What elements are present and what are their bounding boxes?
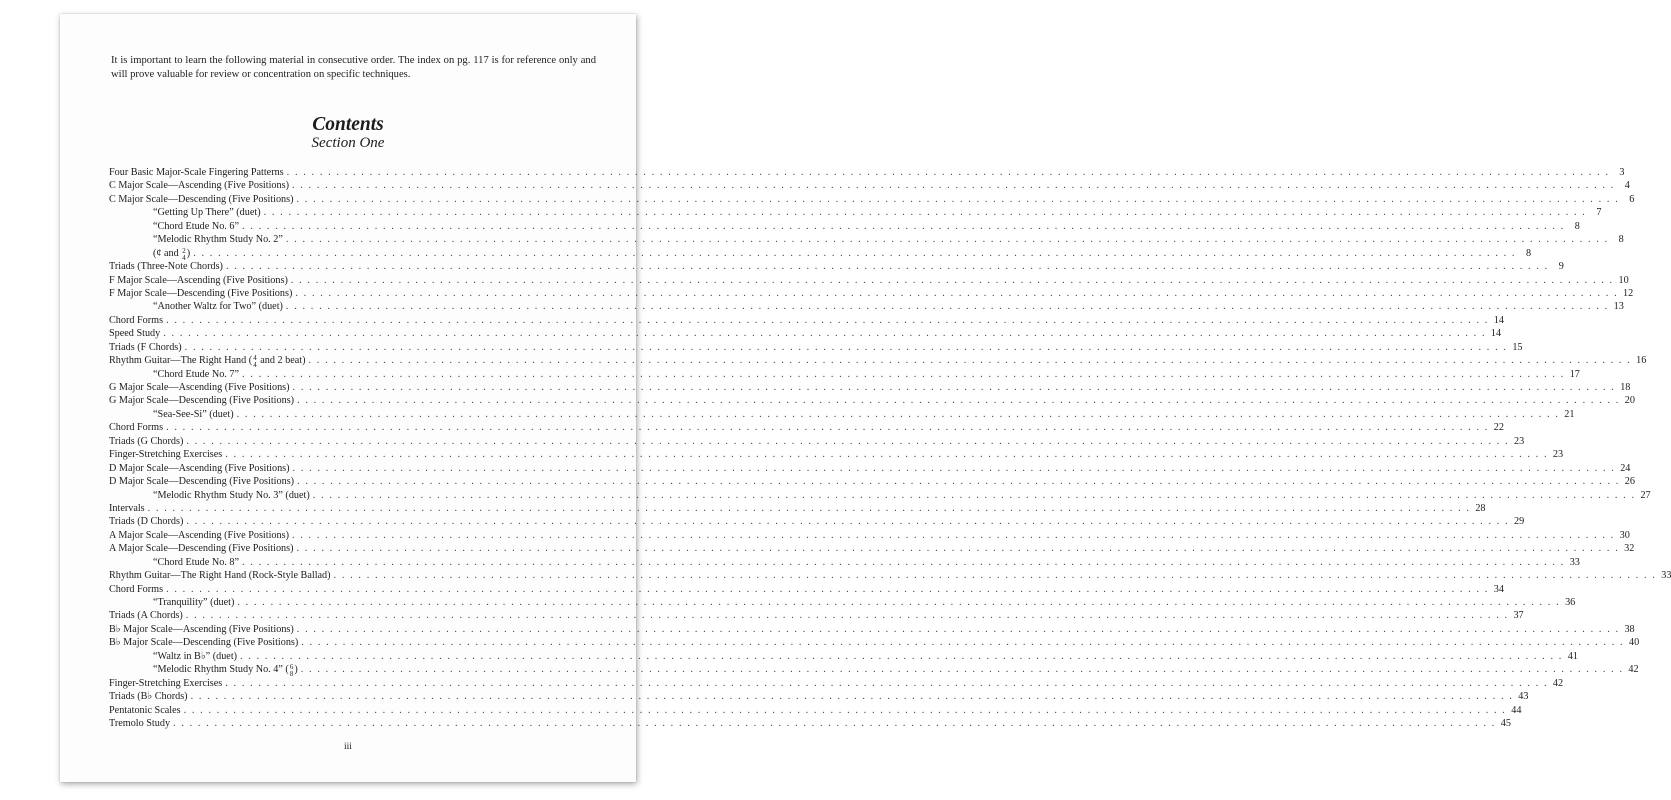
- toc-page-number: 42: [1552, 677, 1564, 689]
- toc-page-number: 34: [1493, 583, 1504, 595]
- toc-entry-title: Rhythm Guitar—The Right Hand (Rock-Style Ballad): [109, 570, 331, 582]
- toc-entry-title: D Major Scale—Descending (Five Positions): [109, 476, 295, 488]
- toc-entry: [109, 368, 1580, 381]
- toc-entry: [109, 489, 1651, 502]
- toc-entry: [109, 408, 1575, 421]
- dot-leader: . . . . . . . . . . . . . . . . . . . . . . . . . . . . . . . . . . . . . . . . . . . . . . . . . . . . . . . . . . . . . . . . . . . . . . . . . . . . . . . . . . . . . . . . . . . . . . . . . . . . . . . . . . . . . . . . . . . . . . . . . . . . . . . . . . . . . . . . . . . . . . . . . . . . . . . . . . . . . . . .: [291, 529, 1615, 541]
- dot-leader: . . . . . . . . . . . . . . . . . . . . . . . . . . . . . . . . . . . . . . . . . . . . . . . . . . . . . . . . . . . . . . . . . . . . . . . . . . . . . . . . . . . . . . . . . . . . . . . . . . . . . . . . . . . . . . . . . . . . . . . . . . . . . . . . . . . . . . . . . . . . . . . . . . . . . . . . . . . . . . . .: [333, 570, 1657, 582]
- toc-entry-title: Pentatonic Scales: [109, 704, 181, 716]
- toc-page-number: 3: [1619, 167, 1625, 178]
- toc-entry: [109, 193, 1635, 206]
- toc-entry: [109, 381, 1631, 394]
- dot-leader: . . . . . . . . . . . . . . . . . . . . . . . . . . . . . . . . . . . . . . . . . . . . . . . . . . . . . . . . . . . . . . . . . . . . . . . . . . . . . . . . . . . . . . . . . . . . . . . . . . . . . . . . . . . . . . . . . . . . . . . . . . . . . . . . . . . . . . . . . . . . . . . . . . . . . . . . . . . . . . . .: [240, 650, 1563, 662]
- toc-entry-title: Chord Forms: [109, 314, 164, 326]
- toc-page-number: 21: [1564, 408, 1575, 420]
- toc-entry: [109, 542, 1635, 555]
- toc-entry-title: Finger-Stretching Exercises: [109, 449, 223, 461]
- dot-leader: . . . . . . . . . . . . . . . . . . . . . . . . . . . . . . . . . . . . . . . . . . . . . . . . . . . . . . . . . . . . . . . . . . . . . . . . . . . . . . . . . . . . . . . . . . . . . . . . . . . . . . . . . . . . . . . . . . . . . . . . . . . . . . . . . . . . . . . . . . . . . . . . . . . . . . . . . . . . . . . .: [296, 543, 1620, 555]
- toc-page-number: 14: [1490, 328, 1502, 340]
- toc-entry: [109, 462, 1631, 475]
- toc-entry-title: Triads (G Chords): [109, 435, 184, 447]
- book-page: [60, 14, 1671, 782]
- dot-leader: . . . . . . . . . . . . . . . . . . . . . . . . . . . . . . . . . . . . . . . . . . . . . . . . . . . . . . . . . . . . . . . . . . . . . . . . . . . . . . . . . . . . . . . . . . . . . . . . . . . . . . . . . . . . . . . . . . . . . . . . . . . . . . . . . . . . . . . . . . . . . . . . . . . . . . . . . . . . . . . .: [173, 717, 1496, 729]
- toc-entry: [109, 287, 1634, 300]
- toc-entry: [109, 394, 1635, 407]
- toc-entry-title: “Chord Etude No. 7”: [153, 368, 240, 380]
- toc-entry-title: Triads (F Chords): [109, 341, 182, 353]
- toc-entry-title: C Major Scale—Ascending (Five Positions): [109, 180, 289, 192]
- toc-page-number: 16: [1636, 355, 1647, 367]
- toc-page-number: 9: [1558, 261, 1564, 273]
- toc-page-number: 7: [1596, 207, 1602, 219]
- dot-leader: . . . . . . . . . . . . . . . . . . . . . . . . . . . . . . . . . . . . . . . . . . . . . . . . . . . . . . . . . . . . . . . . . . . . . . . . . . . . . . . . . . . . . . . . . . . . . . . . . . . . . . . . . . . . . . . . . . . . . . . . . . . . . . . . . . . . . . . . . . . . . . . . . . . . . . . . . . . . . . . .: [296, 623, 1620, 635]
- dot-leader: . . . . . . . . . . . . . . . . . . . . . . . . . . . . . . . . . . . . . . . . . . . . . . . . . . . . . . . . . . . . . . . . . . . . . . . . . . . . . . . . . . . . . . . . . . . . . . . . . . . . . . . . . . . . . . . . . . . . . . . . . . . . . . . . . . . . . . . . . . . . . . . . . . . . . . . . . . . . . . . .: [295, 287, 1619, 299]
- dot-leader: . . . . . . . . . . . . . . . . . . . . . . . . . . . . . . . . . . . . . . . . . . . . . . . . . . . . . . . . . . . . . . . . . . . . . . . . . . . . . . . . . . . . . . . . . . . . . . . . . . . . . . . . . . . . . . . . . . . . . . . . . . . . . . . . . . . . . . . . . . . . . . . . . . . . . . . . . . . . . . . .: [225, 261, 1549, 273]
- dot-leader: . . . . . . . . . . . . . . . . . . . . . . . . . . . . . . . . . . . . . . . . . . . . . . . . . . . . . . . . . . . . . . . . . . . . . . . . . . . . . . . . . . . . . . . . . . . . . . . . . . . . . . . . . . . . . . . . . . . . . . . . . . . . . . . . . . . . . . . . . . . . . . . . . . . . . . . . . . . . . . . .: [308, 355, 1632, 367]
- time-signature-fraction: 4 4: [253, 354, 257, 370]
- toc-page-number: 8: [1574, 220, 1580, 232]
- dot-leader: . . . . . . . . . . . . . . . . . . . . . . . . . . . . . . . . . . . . . . . . . . . . . . . . . . . . . . . . . . . . . . . . . . . . . . . . . . . . . . . . . . . . . . . . . . . . . . . . . . . . . . . . . . . . . . . . . . . . . . . . . . . . . . . . . . . . . . . . . . . . . . . . . . . . . . . . . . . . . . . .: [193, 247, 1517, 259]
- toc-entry-title: “Melodic Rhythm Study No. 2”: [153, 234, 283, 246]
- toc-page-number: 13: [1613, 301, 1624, 313]
- toc-page-number: 24: [1620, 462, 1631, 474]
- toc-entry: [109, 690, 1529, 703]
- toc-entry-title: “Waltz in B♭” (duet): [153, 650, 238, 662]
- toc-page-number: 40: [1628, 637, 1640, 649]
- toc-entry: [109, 314, 1504, 327]
- toc-entry: [109, 609, 1524, 622]
- dot-leader: . . . . . . . . . . . . . . . . . . . . . . . . . . . . . . . . . . . . . . . . . . . . . . . . . . . . . . . . . . . . . . . . . . . . . . . . . . . . . . . . . . . . . . . . . . . . . . . . . . . . . . . . . . . . . . . . . . . . . . . . . . . . . . . . . . . . . . . . . . . . . . . . . . . . . . . . . . . . . . . .: [186, 435, 1510, 447]
- toc-entry: [109, 354, 1647, 370]
- toc-page-number: 12: [1623, 287, 1634, 299]
- toc-entry-title: Speed Study: [109, 328, 161, 340]
- dot-leader: . . . . . . . . . . . . . . . . . . . . . . . . . . . . . . . . . . . . . . . . . . . . . . . . . . . . . . . . . . . . . . . . . . . . . . . . . . . . . . . . . . . . . . . . . . . . . . . . . . . . . . . . . . . . . . . . . . . . . . . . . . . . . . . . . . . . . . . . . . . . . . . . . . . . . . . . . . . . . . . .: [237, 597, 1561, 608]
- toc-entry-title: B♭ Major Scale—Descending (Five Positions): [109, 637, 299, 649]
- toc-entry: [109, 515, 1525, 528]
- toc-entry-title: (¢ and 2 4 ): [153, 246, 191, 262]
- toc-entry-title: “Sea-See-Si” (duet): [153, 408, 234, 420]
- toc-entry-title: Tremolo Study: [109, 717, 171, 729]
- toc-entry: [109, 246, 1532, 262]
- toc-page-number: 8: [1525, 247, 1532, 259]
- toc-page-number: 27: [1640, 489, 1651, 501]
- dot-leader: . . . . . . . . . . . . . . . . . . . . . . . . . . . . . . . . . . . . . . . . . . . . . . . . . . . . . . . . . . . . . . . . . . . . . . . . . . . . . . . . . . . . . . . . . . . . . . . . . . . . . . . . . . . . . . . . . . . . . . . . . . . . . . . . . . . . . . . . . . . . . . . . . . . . . . . . . . . . . . . .: [166, 314, 1489, 326]
- toc-entry-title: Chord Forms: [109, 422, 164, 434]
- toc-entry-title: “Melodic Rhythm Study No. 4” ( 6 8 ): [153, 663, 298, 679]
- dot-leader: . . . . . . . . . . . . . . . . . . . . . . . . . . . . . . . . . . . . . . . . . . . . . . . . . . . . . . . . . . . . . . . . . . . . . . . . . . . . . . . . . . . . . . . . . . . . . . . . . . . . . . . . . . . . . . . . . . . . . . . . . . . . . . . . . . . . . . . . . . . . . . . . . . . . . . . . . . . . . . . .: [300, 664, 1624, 676]
- dot-leader: . . . . . . . . . . . . . . . . . . . . . . . . . . . . . . . . . . . . . . . . . . . . . . . . . . . . . . . . . . . . . . . . . . . . . . . . . . . . . . . . . . . . . . . . . . . . . . . . . . . . . . . . . . . . . . . . . . . . . . . . . . . . . . . . . . . . . . . . . . . . . . . . . . . . . . . . . . . . . . . .: [242, 220, 1565, 232]
- time-signature-fraction: 2 4: [182, 246, 186, 262]
- toc-entry-title: Four Basic Major-Scale Fingering Patterns: [109, 167, 284, 178]
- dot-leader: . . . . . . . . . . . . . . . . . . . . . . . . . . . . . . . . . . . . . . . . . . . . . . . . . . . . . . . . . . . . . . . . . . . . . . . . . . . . . . . . . . . . . . . . . . . . . . . . . . . . . . . . . . . . . . . . . . . . . . . . . . . . . . . . . . . . . . . . . . . . . . . . . . . . . . . . . . . . . . . .: [292, 382, 1616, 393]
- dot-leader: . . . . . . . . . . . . . . . . . . . . . . . . . . . . . . . . . . . . . . . . . . . . . . . . . . . . . . . . . . . . . . . . . . . . . . . . . . . . . . . . . . . . . . . . . . . . . . . . . . . . . . . . . . . . . . . . . . . . . . . . . . . . . . . . . . . . . . . . . . . . . . . . . . . . . . . . . . . . . . . .: [163, 328, 1487, 340]
- toc-page-number: 30: [1619, 529, 1630, 541]
- toc-entry-title: G Major Scale—Descending (Five Positions): [109, 395, 295, 407]
- toc-entry-title: Triads (D Chords): [109, 516, 184, 528]
- dot-leader: . . . . . . . . . . . . . . . . . . . . . . . . . . . . . . . . . . . . . . . . . . . . . . . . . . . . . . . . . . . . . . . . . . . . . . . . . . . . . . . . . . . . . . . . . . . . . . . . . . . . . . . . . . . . . . . . . . . . . . . . . . . . . . . . . . . . . . . . . . . . . . . . . . . . . . . . . . . . . . . .: [166, 583, 1489, 595]
- toc-entry: [109, 341, 1523, 354]
- dot-leader: . . . . . . . . . . . . . . . . . . . . . . . . . . . . . . . . . . . . . . . . . . . . . . . . . . . . . . . . . . . . . . . . . . . . . . . . . . . . . . . . . . . . . . . . . . . . . . . . . . . . . . . . . . . . . . . . . . . . . . . . . . . . . . . . . . . . . . . . . . . . . . . . . . . . . . . . . . . . . . . .: [225, 449, 1549, 461]
- toc-entry-title: Triads (B♭ Chords): [109, 691, 188, 703]
- toc-entry-title: G Major Scale—Ascending (Five Positions): [109, 382, 290, 393]
- toc-page-number: 32: [1624, 543, 1635, 555]
- toc-entry-title: A Major Scale—Descending (Five Positions): [109, 543, 294, 555]
- toc-entry-title: “Melodic Rhythm Study No. 3” (duet): [153, 489, 310, 501]
- toc-entry: [109, 596, 1576, 609]
- dot-leader: . . . . . . . . . . . . . . . . . . . . . . . . . . . . . . . . . . . . . . . . . . . . . . . . . . . . . . . . . . . . . . . . . . . . . . . . . . . . . . . . . . . . . . . . . . . . . . . . . . . . . . . . . . . . . . . . . . . . . . . . . . . . . . . . . . . . . . . . . . . . . . . . . . . . . . . . . . . . . . . .: [292, 462, 1616, 474]
- dot-leader: . . . . . . . . . . . . . . . . . . . . . . . . . . . . . . . . . . . . . . . . . . . . . . . . . . . . . . . . . . . . . . . . . . . . . . . . . . . . . . . . . . . . . . . . . . . . . . . . . . . . . . . . . . . . . . . . . . . . . . . . . . . . . . . . . . . . . . . . . . . . . . . . . . . . . . . . . . . . . . . .: [236, 408, 1560, 420]
- toc-entry: [109, 435, 1525, 448]
- page-number-footer: iii: [344, 742, 352, 752]
- toc-page-number: 8: [1618, 234, 1624, 246]
- toc-page-number: 22: [1493, 422, 1504, 434]
- toc-entry: [109, 569, 1671, 582]
- toc-entry-title: Finger-Stretching Exercises: [109, 677, 223, 689]
- dot-leader: . . . . . . . . . . . . . . . . . . . . . . . . . . . . . . . . . . . . . . . . . . . . . . . . . . . . . . . . . . . . . . . . . . . . . . . . . . . . . . . . . . . . . . . . . . . . . . . . . . . . . . . . . . . . . . . . . . . . . . . . . . . . . . . . . . . . . . . . . . . . . . . . . . . . . . . . . . . . . . . .: [285, 301, 1609, 313]
- toc-entry: [109, 448, 1564, 461]
- toc-entry: [109, 274, 1629, 287]
- toc-page-number: 6: [1629, 193, 1635, 205]
- toc-page-number: 42: [1628, 664, 1639, 676]
- toc-entry-title: F Major Scale—Ascending (Five Positions): [109, 274, 288, 286]
- toc-entry: [109, 260, 1564, 273]
- dot-leader: . . . . . . . . . . . . . . . . . . . . . . . . . . . . . . . . . . . . . . . . . . . . . . . . . . . . . . . . . . . . . . . . . . . . . . . . . . . . . . . . . . . . . . . . . . . . . . . . . . . . . . . . . . . . . . . . . . . . . . . . . . . . . . . . . . . . . . . . . . . . . . . . . . . . . . . . . . . . . . . .: [296, 193, 1620, 205]
- dot-leader: . . . . . . . . . . . . . . . . . . . . . . . . . . . . . . . . . . . . . . . . . . . . . . . . . . . . . . . . . . . . . . . . . . . . . . . . . . . . . . . . . . . . . . . . . . . . . . . . . . . . . . . . . . . . . . . . . . . . . . . . . . . . . . . . . . . . . . . . . . . . . . . . . . . . . . . . . . . . . . . .: [147, 502, 1471, 514]
- dot-leader: . . . . . . . . . . . . . . . . . . . . . . . . . . . . . . . . . . . . . . . . . . . . . . . . . . . . . . . . . . . . . . . . . . . . . . . . . . . . . . . . . . . . . . . . . . . . . . . . . . . . . . . . . . . . . . . . . . . . . . . . . . . . . . . . . . . . . . . . . . . . . . . . . . . . . . . . . . . . . . . .: [184, 341, 1508, 353]
- toc-entry: [109, 663, 1639, 679]
- time-signature-fraction: 6 8: [289, 663, 294, 679]
- dot-leader: . . . . . . . . . . . . . . . . . . . . . . . . . . . . . . . . . . . . . . . . . . . . . . . . . . . . . . . . . . . . . . . . . . . . . . . . . . . . . . . . . . . . . . . . . . . . . . . . . . . . . . . . . . . . . . . . . . . . . . . . . . . . . . . . . . . . . . . . . . . . . . . . . . . . . . . . . . . . . . . .: [291, 180, 1615, 192]
- toc-entry: [109, 677, 1564, 690]
- dot-leader: . . . . . . . . . . . . . . . . . . . . . . . . . . . . . . . . . . . . . . . . . . . . . . . . . . . . . . . . . . . . . . . . . . . . . . . . . . . . . . . . . . . . . . . . . . . . . . . . . . . . . . . . . . . . . . . . . . . . . . . . . . . . . . . . . . . . . . . . . . . . . . . . . . . . . . . . . . . . . . . .: [185, 610, 1509, 622]
- toc-entry: [109, 704, 1522, 717]
- toc-page-number: 38: [1624, 623, 1635, 635]
- page-title: Contents: [312, 114, 384, 135]
- toc-entry-title: Rhythm Guitar—The Right Hand ( 4 4 and 2 beat): [109, 354, 306, 370]
- toc-page-number: 37: [1513, 610, 1524, 622]
- toc-page-number: 43: [1518, 691, 1529, 703]
- toc-entry-title: Triads (A Chords): [109, 610, 183, 622]
- section-subtitle: Section One: [311, 135, 385, 151]
- dot-leader: . . . . . . . . . . . . . . . . . . . . . . . . . . . . . . . . . . . . . . . . . . . . . . . . . . . . . . . . . . . . . . . . . . . . . . . . . . . . . . . . . . . . . . . . . . . . . . . . . . . . . . . . . . . . . . . . . . . . . . . . . . . . . . . . . . . . . . . . . . . . . . . . . . . . . . . . . . . . . . . .: [290, 274, 1614, 286]
- toc-entry-title: D Major Scale—Ascending (Five Positions): [109, 462, 290, 474]
- toc-entry: [109, 421, 1504, 434]
- dot-leader: . . . . . . . . . . . . . . . . . . . . . . . . . . . . . . . . . . . . . . . . . . . . . . . . . . . . . . . . . . . . . . . . . . . . . . . . . . . . . . . . . . . . . . . . . . . . . . . . . . . . . . . . . . . . . . . . . . . . . . . . . . . . . . . . . . . . . . . . . . . . . . . . . . . . . . . . . . . . . . . .: [242, 556, 1565, 568]
- toc-entry: [109, 650, 1578, 663]
- toc-page-number: 15: [1512, 341, 1523, 353]
- toc-page-number: 4: [1624, 180, 1630, 192]
- toc-entry-title: Intervals: [109, 502, 145, 514]
- toc-entry: [109, 556, 1580, 569]
- dot-leader: . . . . . . . . . . . . . . . . . . . . . . . . . . . . . . . . . . . . . . . . . . . . . . . . . . . . . . . . . . . . . . . . . . . . . . . . . . . . . . . . . . . . . . . . . . . . . . . . . . . . . . . . . . . . . . . . . . . . . . . . . . . . . . . . . . . . . . . . . . . . . . . . . . . . . . . . . . . . . . . .: [166, 422, 1489, 434]
- toc-entry: [109, 166, 1625, 179]
- toc-entry-title: Chord Forms: [109, 583, 164, 595]
- dot-leader: . . . . . . . . . . . . . . . . . . . . . . . . . . . . . . . . . . . . . . . . . . . . . . . . . . . . . . . . . . . . . . . . . . . . . . . . . . . . . . . . . . . . . . . . . . . . . . . . . . . . . . . . . . . . . . . . . . . . . . . . . . . . . . . . . . . . . . . . . . . . . . . . . . . . . . . . . . . . . . . .: [186, 516, 1510, 528]
- toc-entry: [109, 623, 1635, 636]
- toc-entry-title: “Tranquility” (duet): [153, 597, 235, 608]
- toc-page-number: 18: [1620, 382, 1631, 393]
- toc-page-number: 36: [1565, 597, 1576, 608]
- toc-entry: [109, 717, 1511, 730]
- toc-entry: [109, 529, 1630, 542]
- toc-page-number: 45: [1500, 717, 1511, 729]
- toc-entry-title: A Major Scale—Ascending (Five Positions): [109, 529, 289, 541]
- dot-leader: . . . . . . . . . . . . . . . . . . . . . . . . . . . . . . . . . . . . . . . . . . . . . . . . . . . . . . . . . . . . . . . . . . . . . . . . . . . . . . . . . . . . . . . . . . . . . . . . . . . . . . . . . . . . . . . . . . . . . . . . . . . . . . . . . . . . . . . . . . . . . . . . . . . . . . . . . . . . . . . .: [263, 207, 1587, 219]
- dot-leader: . . . . . . . . . . . . . . . . . . . . . . . . . . . . . . . . . . . . . . . . . . . . . . . . . . . . . . . . . . . . . . . . . . . . . . . . . . . . . . . . . . . . . . . . . . . . . . . . . . . . . . . . . . . . . . . . . . . . . . . . . . . . . . . . . . . . . . . . . . . . . . . . . . . . . . . . . . . . . . . .: [286, 167, 1610, 178]
- toc-page-number: 33: [1661, 570, 1671, 582]
- dot-leader: . . . . . . . . . . . . . . . . . . . . . . . . . . . . . . . . . . . . . . . . . . . . . . . . . . . . . . . . . . . . . . . . . . . . . . . . . . . . . . . . . . . . . . . . . . . . . . . . . . . . . . . . . . . . . . . . . . . . . . . . . . . . . . . . . . . . . . . . . . . . . . . . . . . . . . . . . . . . . . . .: [301, 637, 1625, 649]
- toc-entry: [109, 220, 1580, 233]
- dot-leader: . . . . . . . . . . . . . . . . . . . . . . . . . . . . . . . . . . . . . . . . . . . . . . . . . . . . . . . . . . . . . . . . . . . . . . . . . . . . . . . . . . . . . . . . . . . . . . . . . . . . . . . . . . . . . . . . . . . . . . . . . . . . . . . . . . . . . . . . . . . . . . . . . . . . . . . . . . . . . . . .: [190, 691, 1514, 703]
- intro-paragraph: It is important to learn the following material in consecutive order. The index on pg. 117 is for reference only and will prove valuable for review or concentration on specific techniques.: [111, 55, 596, 80]
- dot-leader: . . . . . . . . . . . . . . . . . . . . . . . . . . . . . . . . . . . . . . . . . . . . . . . . . . . . . . . . . . . . . . . . . . . . . . . . . . . . . . . . . . . . . . . . . . . . . . . . . . . . . . . . . . . . . . . . . . . . . . . . . . . . . . . . . . . . . . . . . . . . . . . . . . . . . . . . . . . . . . . .: [297, 395, 1620, 407]
- toc-entry-title: “Another Waltz for Two” (duet): [153, 301, 283, 313]
- dot-leader: . . . . . . . . . . . . . . . . . . . . . . . . . . . . . . . . . . . . . . . . . . . . . . . . . . . . . . . . . . . . . . . . . . . . . . . . . . . . . . . . . . . . . . . . . . . . . . . . . . . . . . . . . . . . . . . . . . . . . . . . . . . . . . . . . . . . . . . . . . . . . . . . . . . . . . . . . . . . . . . .: [297, 476, 1620, 488]
- toc-entry-title: F Major Scale—Descending (Five Positions): [109, 287, 293, 299]
- toc-page-number: 14: [1493, 314, 1504, 326]
- dot-leader: . . . . . . . . . . . . . . . . . . . . . . . . . . . . . . . . . . . . . . . . . . . . . . . . . . . . . . . . . . . . . . . . . . . . . . . . . . . . . . . . . . . . . . . . . . . . . . . . . . . . . . . . . . . . . . . . . . . . . . . . . . . . . . . . . . . . . . . . . . . . . . . . . . . . . . . . . . . . . . . .: [183, 704, 1507, 716]
- toc-entry: [109, 179, 1630, 192]
- toc-page-number: 29: [1514, 516, 1525, 528]
- toc-entry: [109, 233, 1624, 246]
- toc-entry: [109, 300, 1624, 313]
- toc-page-number: 28: [1475, 502, 1486, 514]
- dot-leader: . . . . . . . . . . . . . . . . . . . . . . . . . . . . . . . . . . . . . . . . . . . . . . . . . . . . . . . . . . . . . . . . . . . . . . . . . . . . . . . . . . . . . . . . . . . . . . . . . . . . . . . . . . . . . . . . . . . . . . . . . . . . . . . . . . . . . . . . . . . . . . . . . . . . . . . . . . . . . . . .: [225, 677, 1549, 689]
- toc-entry: [109, 502, 1486, 515]
- toc-entry: [109, 583, 1504, 596]
- toc-entry-title: C Major Scale—Descending (Five Positions): [109, 193, 294, 205]
- toc-page-number: 44: [1511, 704, 1522, 716]
- toc-page-number: 23: [1514, 435, 1525, 447]
- dot-leader: . . . . . . . . . . . . . . . . . . . . . . . . . . . . . . . . . . . . . . . . . . . . . . . . . . . . . . . . . . . . . . . . . . . . . . . . . . . . . . . . . . . . . . . . . . . . . . . . . . . . . . . . . . . . . . . . . . . . . . . . . . . . . . . . . . . . . . . . . . . . . . . . . . . . . . . . . . . . . . . .: [312, 489, 1636, 501]
- dot-leader: . . . . . . . . . . . . . . . . . . . . . . . . . . . . . . . . . . . . . . . . . . . . . . . . . . . . . . . . . . . . . . . . . . . . . . . . . . . . . . . . . . . . . . . . . . . . . . . . . . . . . . . . . . . . . . . . . . . . . . . . . . . . . . . . . . . . . . . . . . . . . . . . . . . . . . . . . . . . . . . .: [285, 234, 1609, 246]
- toc-entry-title: B♭ Major Scale—Ascending (Five Positions): [109, 623, 294, 635]
- table-of-contents: [109, 166, 1671, 730]
- toc-entry: [109, 475, 1635, 488]
- toc-page-number: 20: [1624, 395, 1635, 407]
- toc-entry-title: “Chord Etude No. 6”: [153, 220, 240, 232]
- toc-page-number: 10: [1618, 274, 1629, 286]
- toc-page-number: 41: [1567, 650, 1578, 662]
- toc-entry: [109, 327, 1502, 340]
- toc-entry-title: “Getting Up There” (duet): [153, 207, 261, 219]
- toc-entry-title: Triads (Three-Note Chords): [109, 261, 223, 273]
- toc-entry: [109, 636, 1640, 649]
- dot-leader: . . . . . . . . . . . . . . . . . . . . . . . . . . . . . . . . . . . . . . . . . . . . . . . . . . . . . . . . . . . . . . . . . . . . . . . . . . . . . . . . . . . . . . . . . . . . . . . . . . . . . . . . . . . . . . . . . . . . . . . . . . . . . . . . . . . . . . . . . . . . . . . . . . . . . . . . . . . . . . . .: [242, 368, 1565, 380]
- toc-page-number: 33: [1569, 556, 1580, 568]
- toc-page-number: 23: [1552, 449, 1564, 461]
- toc-page-number: 17: [1569, 368, 1580, 380]
- toc-page-number: 26: [1624, 476, 1635, 488]
- toc-entry-title: “Chord Etude No. 8”: [153, 556, 240, 568]
- toc-entry: [109, 206, 1602, 219]
